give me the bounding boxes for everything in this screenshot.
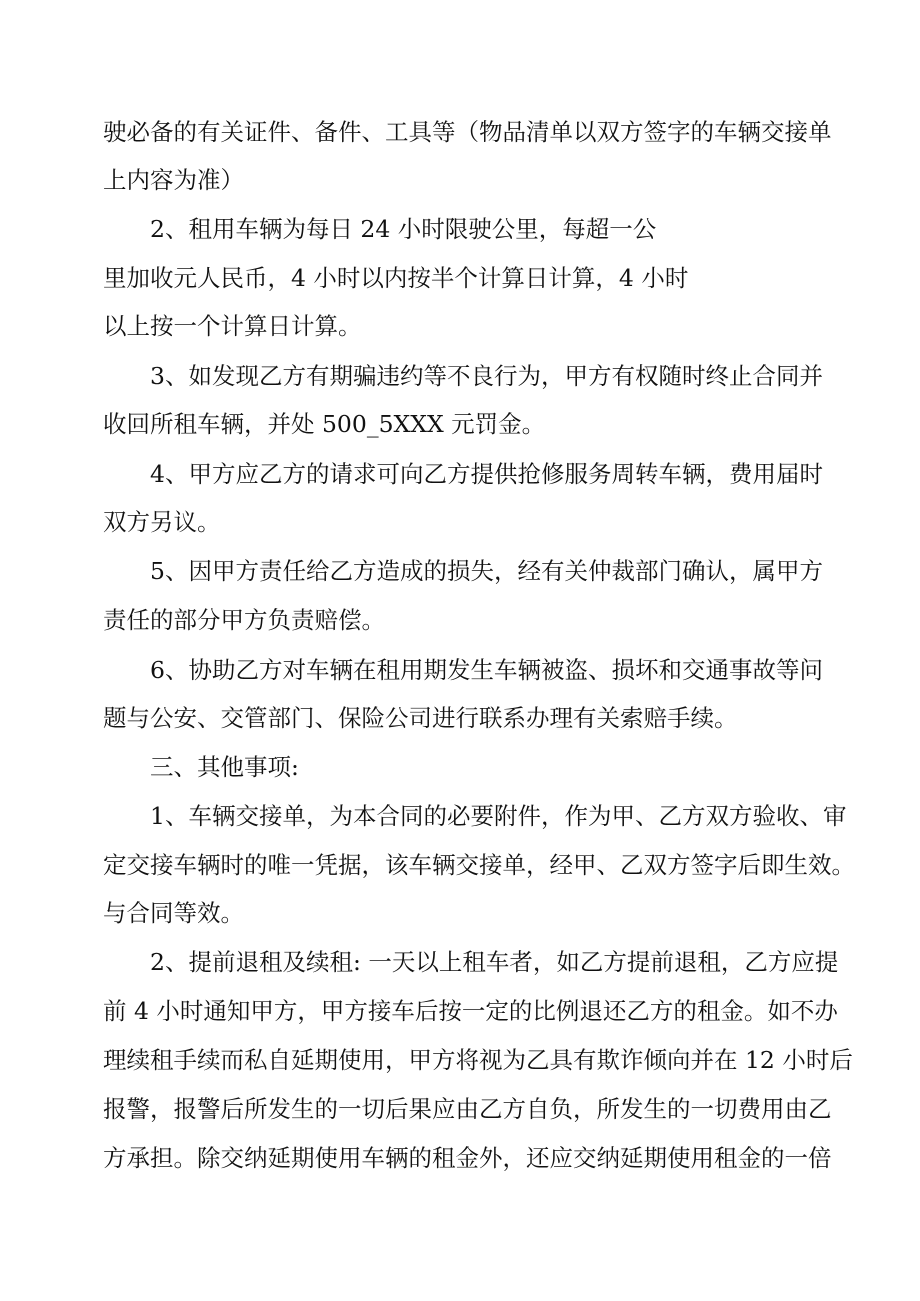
text-line: 报警，报警后所发生的一切后果应由乙方自负，所发生的一切费用由乙 — [103, 1095, 832, 1123]
paragraph-line: 5、因甲方责任给乙方造成的损失，经有关仲裁部门确认，属甲方 — [150, 557, 823, 585]
text-line: 上内容为准） — [103, 166, 244, 194]
paragraph-line: 1、车辆交接单，为本合同的必要附件，作为甲、乙方双方验收、审 — [150, 802, 847, 830]
text-line: 双方另议。 — [103, 508, 221, 536]
paragraph-line: 4、甲方应乙方的请求可向乙方提供抢修服务周转车辆，费用届时 — [150, 460, 823, 488]
text-line: 理续租手续而私自延期使用，甲方将视为乙具有欺诈倾向并在 12 小时后 — [103, 1046, 853, 1074]
text-line: 定交接车辆时的唯一凭据，该车辆交接单，经甲、乙双方签字后即生效。 — [103, 851, 855, 879]
text-line: 方承担。除交纳延期使用车辆的租金外，还应交纳延期使用租金的一倍 — [103, 1144, 832, 1172]
text-line: 里加收元人民币，4 小时以内按半个计算日计算，4 小时 — [103, 264, 689, 292]
text-line: 收回所租车辆，并处 500_5XXX 元罚金。 — [103, 410, 546, 438]
section-heading: 三、其他事项: — [150, 753, 299, 781]
text-line: 题与公安、交管部门、保险公司进行联系办理有关索赔手续。 — [103, 704, 738, 732]
paragraph-line: 2、租用车辆为每日 24 小时限驶公里，每超一公 — [150, 215, 657, 243]
text-line: 责任的部分甲方负责赔偿。 — [103, 606, 385, 634]
text-line: 以上按一个计算日计算。 — [103, 312, 362, 340]
paragraph-line: 6、协助乙方对车辆在租用期发生车辆被盗、损坏和交通事故等问 — [150, 656, 823, 684]
text-line: 驶必备的有关证件、备件、工具等（物品清单以双方签字的车辆交接单 — [103, 118, 832, 146]
paragraph-line: 2、提前退租及续租: 一天以上租车者，如乙方提前退租，乙方应提 — [150, 948, 839, 976]
text-line: 与合同等效。 — [103, 899, 244, 927]
text-line: 前 4 小时通知甲方，甲方接车后按一定的比例退还乙方的租金。如不办 — [103, 997, 838, 1025]
paragraph-line: 3、如发现乙方有期骗违约等不良行为，甲方有权随时终止合同并 — [150, 362, 823, 390]
